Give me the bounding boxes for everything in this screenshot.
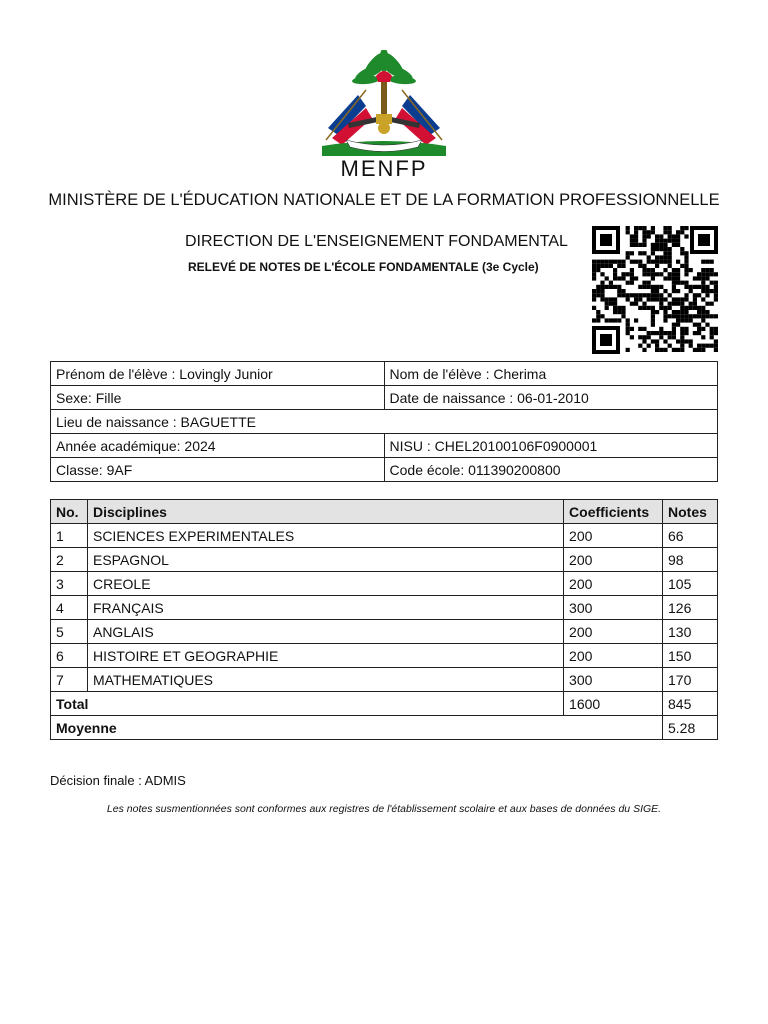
- table-row: [51, 596, 718, 620]
- table-row: [51, 644, 718, 668]
- row-coefficient: 200: [564, 572, 663, 596]
- row-discipline: CREOLE: [87, 572, 563, 596]
- row-coefficient: 200: [564, 644, 663, 668]
- row-discipline: ESPAGNOL: [87, 548, 563, 572]
- total-row: [51, 692, 718, 716]
- row-no: 6: [51, 644, 88, 668]
- table-row: [51, 524, 718, 548]
- row-note: 170: [663, 668, 718, 692]
- table-row: [51, 386, 718, 410]
- average-label: Moyenne: [51, 716, 663, 740]
- row-note: 150: [663, 644, 718, 668]
- row-no: 4: [51, 596, 88, 620]
- row-discipline: ANGLAIS: [87, 620, 563, 644]
- student-nisu: NISU : CHEL20100106F0900001: [384, 434, 717, 458]
- row-note: 66: [663, 524, 718, 548]
- row-no: 1: [51, 524, 88, 548]
- average-value: 5.28: [663, 716, 718, 740]
- total-note: 845: [663, 692, 718, 716]
- student-birth-date: Date de naissance : 06-01-2010: [384, 386, 717, 410]
- table-row: [51, 572, 718, 596]
- table-header-row: [51, 500, 718, 524]
- row-discipline: HISTOIRE ET GEOGRAPHIE: [87, 644, 563, 668]
- row-coefficient: 300: [564, 668, 663, 692]
- table-row: [51, 620, 718, 644]
- column-header-coefficient: Coefficients: [564, 500, 663, 524]
- ministry-name: MINISTÈRE DE L'ÉDUCATION NATIONALE ET DE LA FORMATION PROFESSIONNELLE: [48, 191, 720, 209]
- ministry-acronym: MENFP: [340, 156, 428, 181]
- qr-code-icon: [592, 226, 718, 354]
- academic-year: Année académique: 2024: [51, 434, 385, 458]
- grades-table: [50, 499, 718, 740]
- row-coefficient: 200: [564, 548, 663, 572]
- student-birth-place: Lieu de naissance : BAGUETTE: [51, 410, 718, 434]
- row-coefficient: 200: [564, 524, 663, 548]
- row-no: 3: [51, 572, 88, 596]
- student-sex: Sexe: Fille: [51, 386, 385, 410]
- row-discipline: FRANÇAIS: [87, 596, 563, 620]
- table-row: [51, 548, 718, 572]
- total-coefficient: 1600: [564, 692, 663, 716]
- table-row: [51, 458, 718, 482]
- table-row: [51, 668, 718, 692]
- final-decision: Décision finale : ADMIS: [50, 773, 186, 788]
- average-row: [51, 716, 718, 740]
- row-note: 126: [663, 596, 718, 620]
- student-first-name: Prénom de l'élève : Lovingly Junior: [51, 362, 385, 386]
- student-info-table: [50, 361, 718, 482]
- direction-title: DIRECTION DE L'ENSEIGNEMENT FONDAMENTAL: [185, 233, 568, 250]
- footer-note: Les notes susmentionnées sont conformes aux registres de l'établissement scolaire et aux bases de données du SIGE.: [106, 803, 662, 815]
- table-row: [51, 362, 718, 386]
- student-class: Classe: 9AF: [51, 458, 385, 482]
- document-title: RELEVÉ DE NOTES DE L'ÉCOLE FONDAMENTALE (3e Cycle): [188, 260, 539, 274]
- row-note: 105: [663, 572, 718, 596]
- row-note: 98: [663, 548, 718, 572]
- column-header-note: Notes: [663, 500, 718, 524]
- row-coefficient: 300: [564, 596, 663, 620]
- haiti-coat-of-arms-icon: [318, 50, 450, 158]
- row-discipline: MATHEMATIQUES: [87, 668, 563, 692]
- table-row: [51, 434, 718, 458]
- row-note: 130: [663, 620, 718, 644]
- total-label: Total: [51, 692, 564, 716]
- row-discipline: SCIENCES EXPERIMENTALES: [87, 524, 563, 548]
- row-no: 2: [51, 548, 88, 572]
- row-coefficient: 200: [564, 620, 663, 644]
- student-last-name: Nom de l'élève : Cherima: [384, 362, 717, 386]
- row-no: 7: [51, 668, 88, 692]
- column-header-no: No.: [51, 500, 88, 524]
- table-row: [51, 410, 718, 434]
- row-no: 5: [51, 620, 88, 644]
- column-header-discipline: Disciplines: [87, 500, 563, 524]
- school-code: Code école: 011390200800: [384, 458, 717, 482]
